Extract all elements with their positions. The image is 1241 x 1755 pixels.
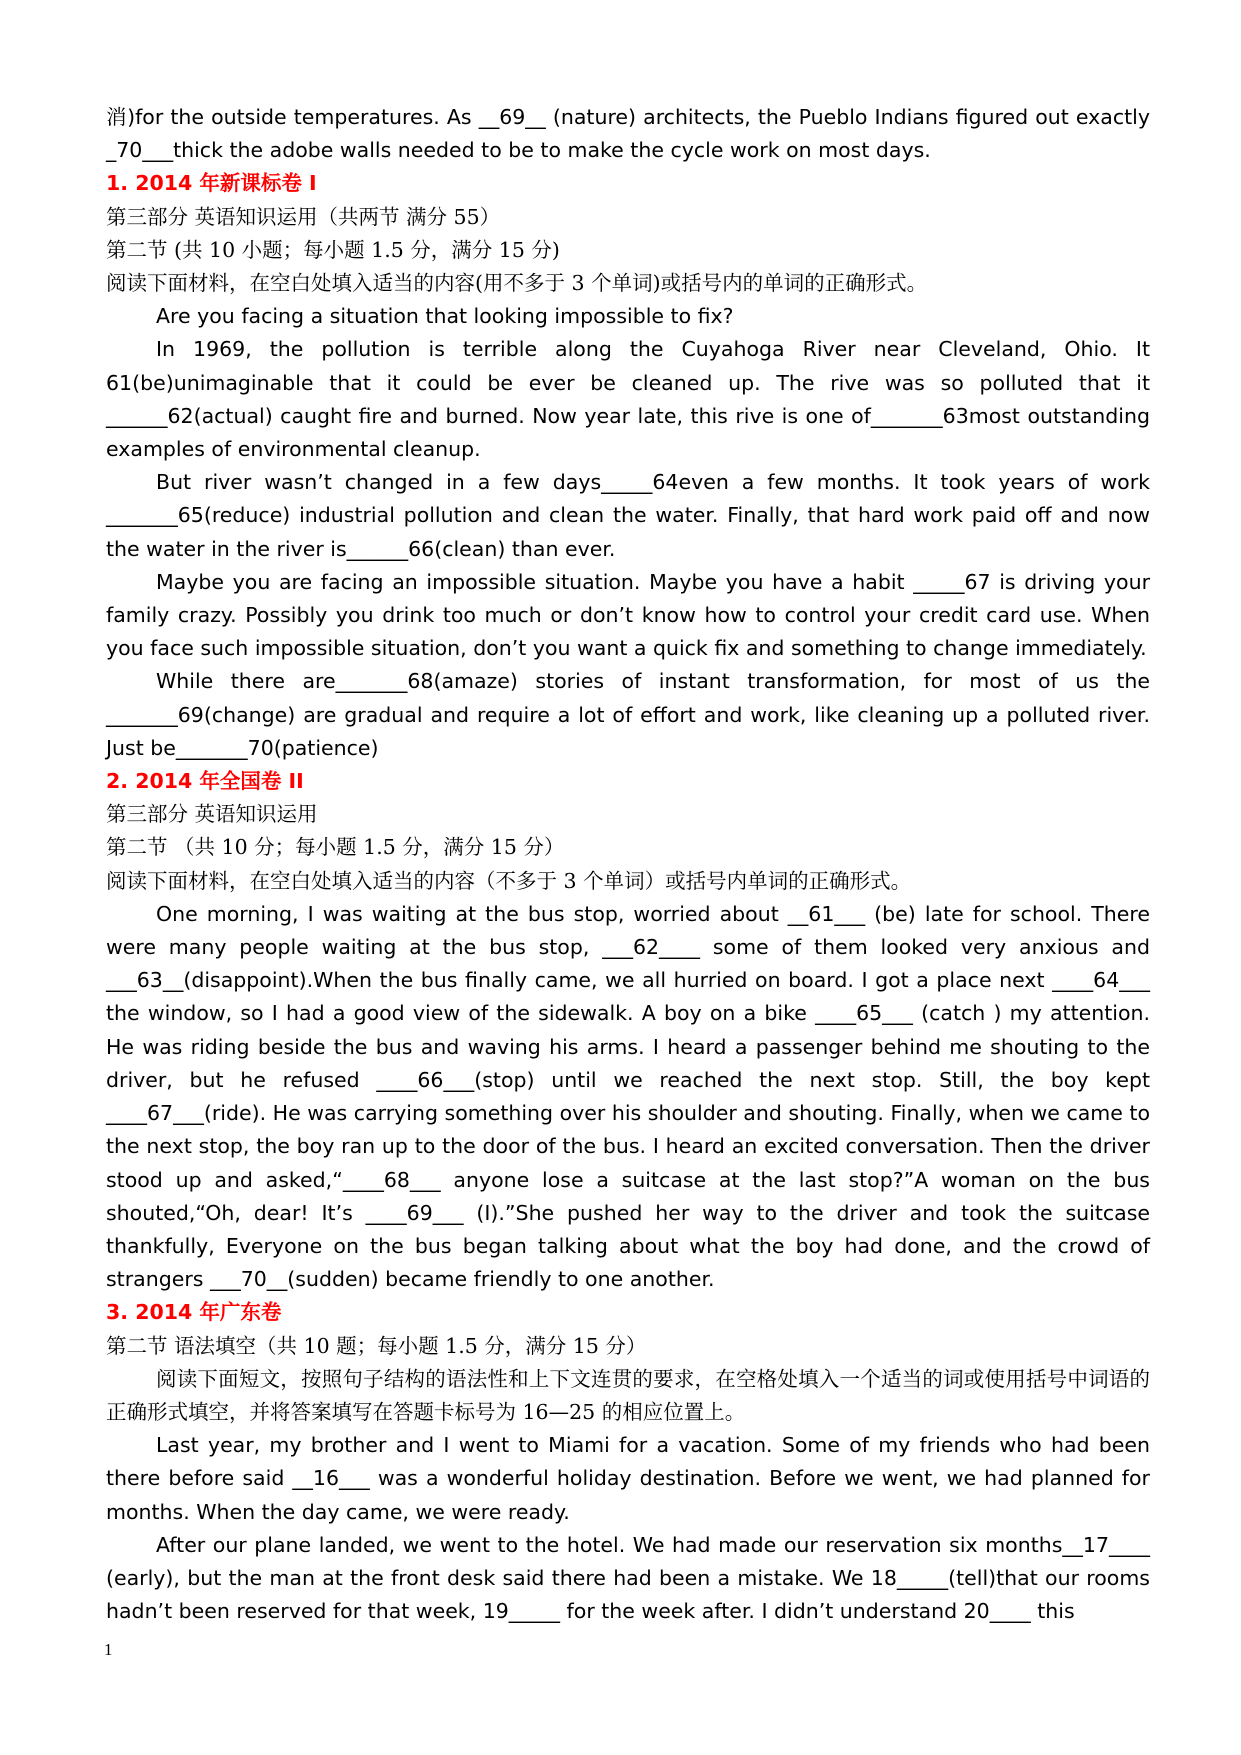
- document-body: [106, 101, 1150, 1628]
- paragraph: 阅读下面材料，在空白处填入适当的内容（不多于 3 个单词）或括号内单词的正确形式。: [106, 868, 912, 893]
- page-number: 1: [104, 1640, 113, 1659]
- section-heading: 3. 2014 年广东卷: [106, 1300, 282, 1325]
- paragraph: 第二节 （共 10 分；每小题 1.5 分，满分 15 分）: [106, 835, 565, 860]
- paragraph: 第三部分 英语知识运用（共两节 满分 55）: [106, 204, 501, 229]
- paragraph: 消)for the outside temperatures. As __69__ (nature) architects, the Pueblo Indians figured out exactly _70___thick the adobe walls needed to be to make the cycle work on most days.: [106, 105, 1150, 163]
- paragraph: Maybe you are facing an impossible situation. Maybe you have a habit _____67 is driving your family crazy. Possibly you drink too much or don’t know how to control your credit card use. When you face such impossible situation, don’t you want a quick fix and something to change immediately.: [106, 569, 1150, 661]
- paragraph: While there are_______68(amaze) stories of instant transformation, for most of us the _______69(change) are gradual and require a lot of effort and work, like cleaning up a polluted river. Just be_______70(patience): [106, 669, 1150, 760]
- paragraph: Last year, my brother and I went to Miami for a vacation. Some of my friends who had been there before said __16___ was a wonderful holiday destination. Before we went, we had planned for months. When the day came, we were ready.: [106, 1433, 1150, 1524]
- paragraph: After our plane landed, we went to the hotel. We had made our reservation six months__17____ (early), but the man at the front desk said there had been a mistake. We 18_____(tell)that our rooms hadn’t been reserved for that week, 19_____ for the week after. I didn’t understand 20____ this: [106, 1532, 1150, 1624]
- paragraph: 阅读下面材料，在空白处填入适当的内容(用不多于 3 个单词)或括号内的单词的正确形式。: [106, 271, 928, 296]
- paragraph: But river wasn’t changed in a few days_____64even a few months. It took years of work _______65(reduce) industrial pollution and clean the water. Finally, that hard work paid off and now the water in the river is______66(clean) than ever.: [106, 470, 1150, 561]
- paragraph: 阅读下面短文，按照句子结构的语法性和上下文连贯的要求，在空格处填入一个适当的词或使用括号中词语的正确形式填空，并将答案填写在答题卡标号为 16—25 的相应位置上。: [106, 1366, 1150, 1424]
- section-heading: 1. 2014 年新课标卷 I: [106, 171, 317, 196]
- paragraph: 第二节 (共 10 小题；每小题 1.5 分，满分 15 分): [106, 237, 560, 262]
- section-heading: 2. 2014 年全国卷 II: [106, 769, 304, 794]
- paragraph: In 1969, the pollution is terrible along the Cuyahoga River near Cleveland, Ohio. It 61(be)unimaginable that it could be ever be cleaned up. The rive was so polluted that it ______62(actual) caught fire and burned. Now year late, this rive is one of_______63most outstanding examples of environmental cleanup.: [106, 337, 1150, 462]
- paragraph: 第二节 语法填空（共 10 题；每小题 1.5 分，满分 15 分）: [106, 1333, 647, 1358]
- paragraph: 第三部分 英语知识运用: [106, 802, 318, 827]
- paragraph: One morning, I was waiting at the bus stop, worried about __61___ (be) late for school. There were many people waiting at the bus stop, ___62____ some of them looked very anxious and ___63__(disappoint).When the bus finally came, we all hurried on board. I got a place next ____64___ the window, so I had a good view of the sidewalk. A boy on a bike ____65___ (catch ) my attention. He was riding beside the bus and waving his arms. I heard a passenger behind me shouting to the driver, but he refused ____66___(stop) until we reached the next stop. Still, the boy kept ____67___(ride). He was carrying something over his shoulder and shouting. Finally, when we came to the next stop, the boy ran up to the door of the bus. I heard an excited conversation. Then the driver stood up and asked,“____68___ anyone lose a suitcase at the last stop?”A woman on the bus shouted,“Oh, dear! It’s ____69___ (I).”She pushed her way to the driver and took the suitcase thankfully, Everyone on the bus began talking about what the boy had done, and the crowd of strangers ___70__(sudden) became friendly to one another.: [106, 901, 1150, 1292]
- paragraph: Are you facing a situation that looking impossible to fix?: [156, 304, 734, 329]
